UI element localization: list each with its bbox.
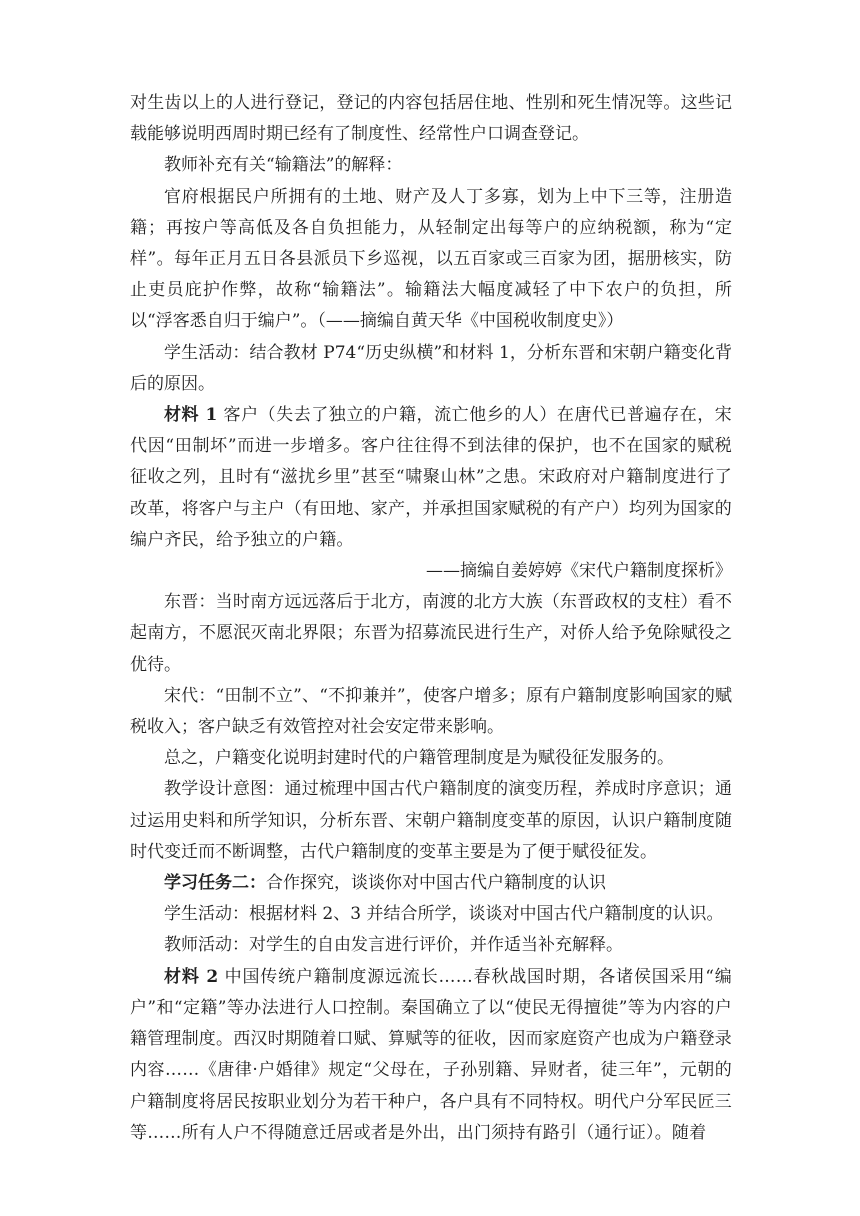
material-1-label: 材料 1 [164,405,218,426]
material-2-text: 中国传统户籍制度源远流长……春秋战国时期，各诸侯国采用“编户”和“定籍”等办法进行人口控制。秦国确立了以“使民无得擅徙”等为内容的户籍管理制度。西汉时期随着口赋、算赋等的征收，因而家庭资产也成为户籍登录内容……《唐律·户婚律》规定“父母在，子孙别籍、异财者，徒三年”，元朝的户籍制度将居民按职业划分为若干种户，各户具有不同特权。明代户分军民匠三等……所有人户不得随意迁居或者是外出，出门须持有路引（通行证）。随着 [130,966,732,1143]
paragraph-9: 学生活动：根据材料 2、3 并结合所学，谈谈对中国古代户籍制度的认识。 [164,904,724,925]
paragraph-6: 宋代：“田制不立”、“不抑兼并”，使客户增多；原有户籍制度影响国家的赋税收入；客户缺乏有效管控对社会安定带来影响。 [130,685,732,738]
paragraph-7: 总之，户籍变化说明封建时代的户籍管理制度是为赋役征发服务的。 [164,748,674,769]
paragraph-2: 教师补充有关“输籍法”的解释： [164,155,403,176]
material-2 [130,962,732,1149]
paragraph-1: 对生齿以上的人进行登记，登记的内容包括居住地、性别和死生情况等。这些记载能够说明西周时期已经有了制度性、经常性户口调查登记。 [130,93,732,145]
paragraph-4: 学生活动：结合教材 P74“历史纵横”和材料 1，分析东晋和宋朝户籍变化背后的原因。 [130,342,732,394]
task-2-label: 学习任务二： [164,873,266,894]
paragraph-5: 东晋：当时南方远远落后于北方，南渡的北方大族（东晋政权的支柱）看不起南方，不愿泯灭南北界限；东晋为招募流民进行生产，对侨人给予免除赋役之优待。 [130,592,732,675]
material-2-label: 材料 2 [164,966,219,987]
task-2-heading [130,868,732,899]
material-1 [130,400,732,556]
material-1-source: ——摘编自姜婷婷《宋代户籍制度探析》 [426,561,732,582]
material-1-text: 客户（失去了独立的户籍，流亡他乡的人）在唐代已普遍存在，宋代因“田制坏”而进一步增多。客户往往得不到法律的保护，也不在国家的赋税征收之列，且时有“滋扰乡里”甚至“啸聚山林”之患。宋政府对户籍制度进行了改革，将客户与主户（有田地、家产，并承担国家赋税的有产户）均列为国家的编户齐民，给予独立的户籍。 [130,405,732,550]
paragraph-10: 教师活动：对学生的自由发言进行评价，并作适当补充解释。 [164,935,623,956]
paragraph-3: 官府根据民户所拥有的土地、财产及人丁多寡，划为上中下三等，注册造籍；再按户等高低及各自负担能力，从轻制定出每等户的应纳税额，称为“定样”。每年正月五日各县派员下乡巡视，以五百家或三百家为团，据册核实，防止吏员庇护作弊，故称“输籍法”。输籍法大幅度减轻了中下农户的负担，所以“浮客悉自归于编户”。（——摘编自黄天华《中国税收制度史》） [130,186,732,332]
task-2-text: 合作探究，谈谈你对中国古代户籍制度的认识 [266,873,606,894]
paragraph-8: 教学设计意图：通过梳理中国古代户籍制度的演变历程，养成时序意识；通过运用史料和所学知识，分析东晋、宋朝户籍制度变革的原因，认识户籍制度随时代变迁而不断调整，古代户籍制度的变革主要是为了便于赋役征发。 [130,779,732,862]
